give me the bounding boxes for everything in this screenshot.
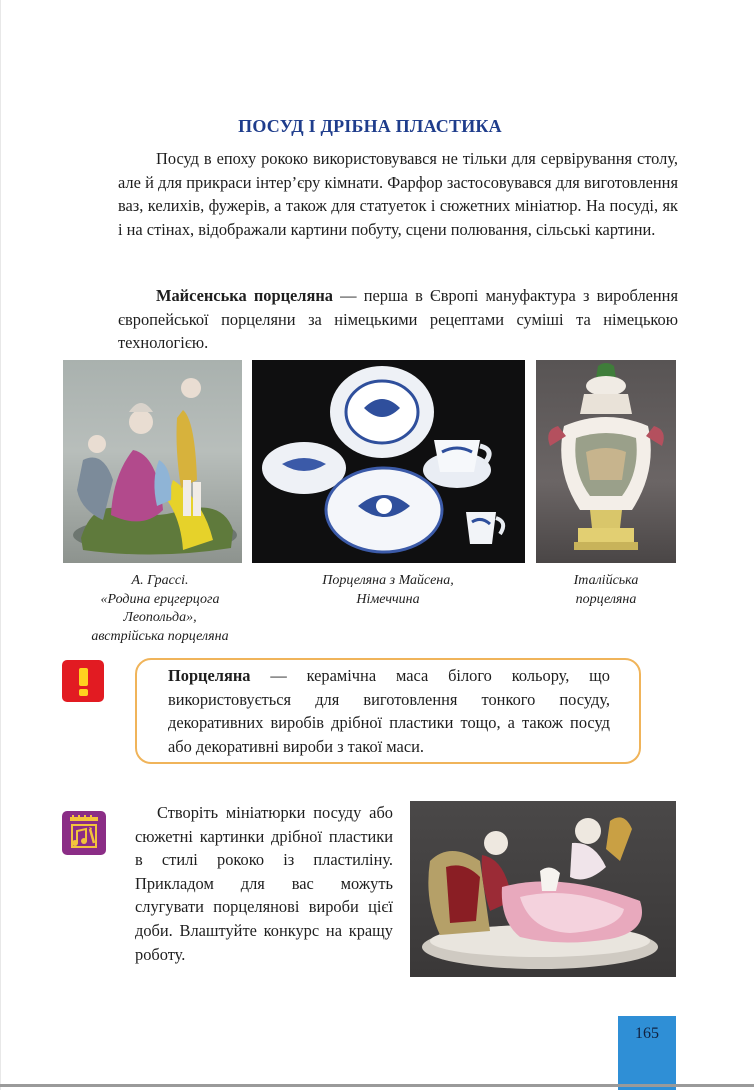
photo-italian-vase bbox=[536, 360, 676, 563]
caption-line: Леопольда», bbox=[123, 610, 197, 625]
definition-term: Порцеляна bbox=[168, 666, 251, 685]
caption-line: порцеляна bbox=[575, 591, 637, 607]
meissen-paragraph bbox=[118, 284, 678, 355]
caption-line: А. Грассі. bbox=[131, 573, 189, 588]
caption-line: «Родина ерцгерцога bbox=[100, 591, 220, 607]
meissen-text: — перша в Європі мануфактура з вироблення європейської порцеляни за німецькими рецептами суміші та німецькою технологією. bbox=[118, 286, 678, 353]
caption-line: Італійська bbox=[573, 573, 639, 588]
photo-porcelain-lace-group bbox=[410, 801, 676, 977]
photo-meissen-porcelain bbox=[252, 360, 525, 563]
intro-text: Посуд в епоху рококо використовувався не тільки для сервірування столу, але й для прикраси інтер’єру кімнати. Фарфор застосовувався для виготовлення ваз, келихів, фужерів, а також для статуеток і сюжетних мініатюр. На посуді, як і на стінах, відображали картини побуту, сцени полювання, сільські картини. bbox=[118, 149, 678, 239]
exclamation-bar bbox=[79, 668, 88, 686]
caption-line: Німеччина bbox=[356, 591, 420, 607]
definition-text bbox=[168, 664, 610, 758]
caption-grassi bbox=[40, 572, 280, 646]
music-art-task-icon bbox=[62, 811, 106, 855]
caption-line: Порцеляна з Майсена, bbox=[322, 573, 454, 588]
exclamation-dot bbox=[79, 689, 88, 696]
page-number: 165 bbox=[635, 1025, 659, 1042]
section-title: ПОСУД І ДРІБНА ПЛАСТИКА bbox=[238, 116, 502, 136]
caption-italian bbox=[520, 572, 692, 609]
photo-grassi-figurine bbox=[63, 360, 242, 563]
task-body: Створіть мініатюрки посуду або сюжетні картинки дрібної пластики в стилі рококо із пластиліну. Прикладом для вас можуть слугувати порцелянові вироби цієї доби. Влаштуйте конкурс на кращу роботу. bbox=[135, 803, 393, 964]
bottom-divider bbox=[0, 1084, 754, 1087]
intro-paragraph bbox=[118, 147, 678, 241]
caption-line: австрійська порцеляна bbox=[91, 628, 229, 644]
meissen-term: Майсенська порцеляна bbox=[156, 286, 333, 305]
caption-meissen bbox=[262, 572, 514, 609]
exclamation-icon bbox=[62, 660, 104, 702]
definition-body: — керамічна маса білого кольору, що використовується для виготовлення тонкого посуду, декоративних виробів дрібної пластики тощо, а також посуд або декоративні вироби з такої маси. bbox=[168, 666, 610, 756]
task-text bbox=[135, 801, 393, 966]
